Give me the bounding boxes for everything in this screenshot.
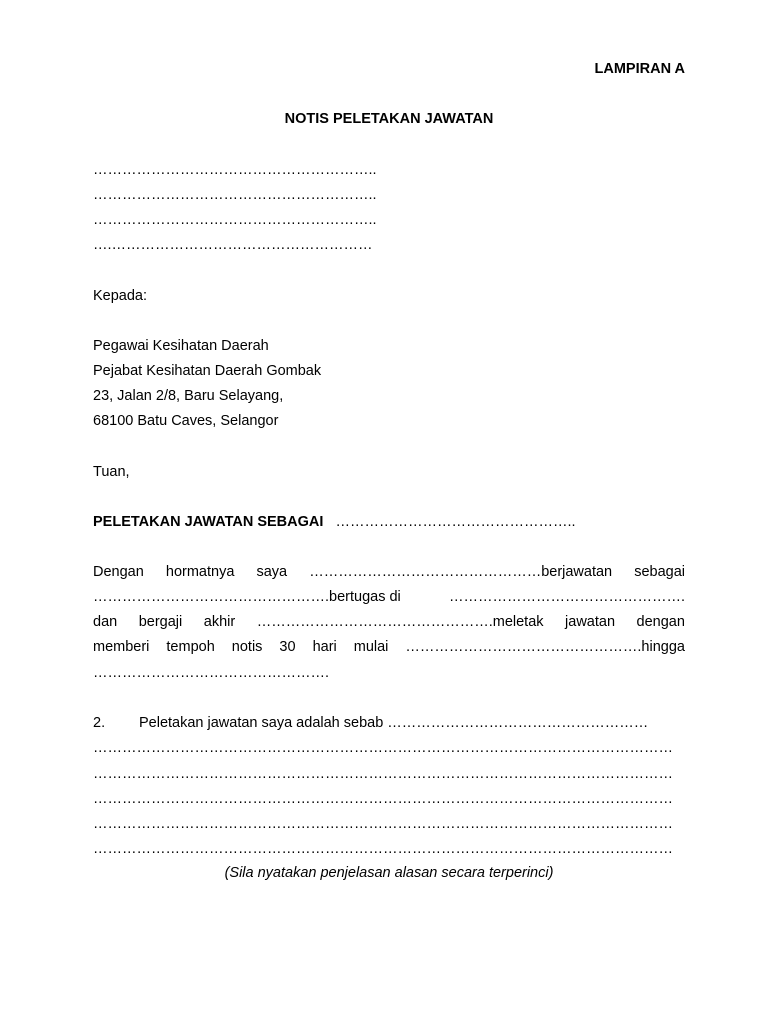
paragraph-1-line-5: …………………………………………. <box>93 665 330 681</box>
paragraph-1-line-3 <box>93 613 685 631</box>
word: sebagai <box>634 564 685 580</box>
recipient-to-label: Kepada: <box>93 288 148 304</box>
recipient-line: Pegawai Kesihatan Daerah <box>93 338 269 354</box>
reason-dotted-line: ………………………………………………………………………………………………………… <box>93 841 673 857</box>
sender-address-line: ….……………………………………………… <box>93 237 373 253</box>
reason-dotted-line: ………………………………………………………………………………………………………… <box>93 766 673 782</box>
word: 30 <box>279 639 296 655</box>
paragraph-2-lead-line <box>93 714 685 732</box>
word: ………………………………………….bertugas di <box>93 589 401 605</box>
subject-label: PELETAKAN JAWATAN SEBAGAI <box>93 514 324 530</box>
paragraph-1-line-4 <box>93 638 685 656</box>
word: bergaji <box>138 614 183 630</box>
paragraph-1-line-1 <box>93 563 685 581</box>
word: dan <box>93 614 118 630</box>
document-title: NOTIS PELETAKAN JAWATAN <box>284 111 494 127</box>
subject-blank: ………………………………………….. <box>335 514 576 530</box>
recipient-line: Pejabat Kesihatan Daerah Gombak <box>93 363 322 379</box>
paragraph-1-line-2 <box>93 588 685 606</box>
recipient-line: 23, Jalan 2/8, Baru Selayang, <box>93 388 284 404</box>
sender-address-line: ………………………………………………….. <box>93 187 377 203</box>
word: ………………………………………….hingga <box>405 639 685 655</box>
word: tempoh <box>166 639 215 655</box>
paragraph-2-lead: Peletakan jawatan saya adalah sebab ……………………………………………… <box>139 715 649 731</box>
word: …………………………………………. <box>448 589 685 605</box>
word: memberi <box>93 639 150 655</box>
word: hormatnya <box>165 564 235 580</box>
word: hari <box>312 639 337 655</box>
recipient-line: 68100 Batu Caves, Selangor <box>93 413 279 429</box>
word: jawatan <box>565 614 616 630</box>
sender-address-line: ………………………………………………….. <box>93 162 377 178</box>
paragraph-number: 2. <box>93 715 106 731</box>
word: akhir <box>203 614 236 630</box>
reason-dotted-line: ………………………………………………………………………………………………………… <box>93 740 673 756</box>
word: Dengan <box>93 564 144 580</box>
word: dengan <box>636 614 685 630</box>
appendix-label: LAMPIRAN A <box>594 61 685 77</box>
reason-dotted-line: ………………………………………………………………………………………………………… <box>93 791 673 807</box>
word: notis <box>231 639 263 655</box>
word: ………………………………………….meletak <box>256 614 544 630</box>
word: mulai <box>353 639 389 655</box>
reason-dotted-line: ………………………………………………………………………………………………………… <box>93 816 673 832</box>
word: saya <box>256 564 288 580</box>
reason-instruction-note: (Sila nyatakan penjelasan alasan secara terperinci) <box>224 865 554 881</box>
word: …………………………………………berjawatan <box>309 564 613 580</box>
greeting: Tuan, <box>93 464 130 480</box>
sender-address-line: ………………………………………………….. <box>93 212 377 228</box>
subject-line <box>93 513 685 531</box>
